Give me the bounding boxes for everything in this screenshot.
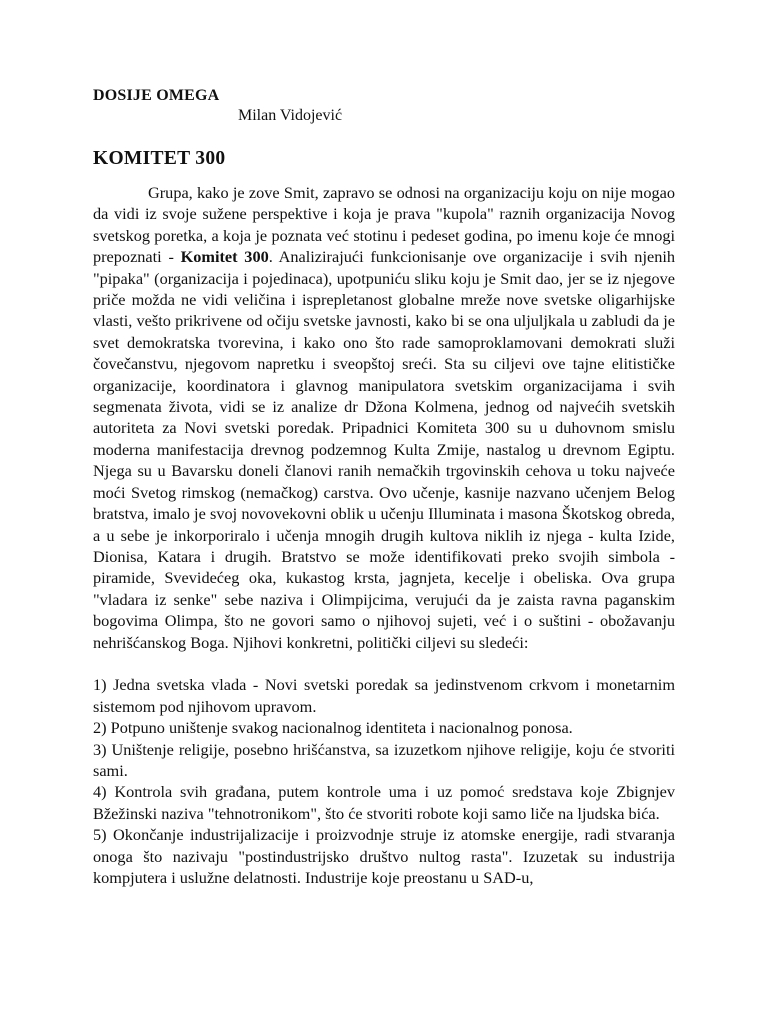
goal-item-1: 1) Jedna svetska vlada - Novi svetski poredak sa jedinstvenom crkvom i monetarnim sistemom pod njihovom upravom. (93, 675, 675, 716)
page-title: KOMITET 300 (93, 148, 226, 169)
document-header: DOSIJE OMEGA (93, 87, 220, 104)
intro-text-1: Grupa, kako je zove Smit, zapravo se odnosi na organizaciju koju on nije mogao da vidi iz svoje sužene perspektive i koja je prava "kupola" raznih organizacija Novog svetskog poretka, a koja je poznata već stotinu i pedeset godina, po imenu koje će mnogi prepoznati - (93, 183, 675, 267)
intro-text-2: . Analizirajući funkcionisanje ove organizacije i svih njenih "pipaka" (organizacija i pojedinaca), upotpuniću sliku koju je Smit dao, jer se iz njegove priče možda ne vidi veličina i isprepletanost globalne mreže nove svetske oligarhijske vlasti, vešto prikrivene od očiju svetske javnosti, kako bi se ona uljuljkala u zabludi da je svet demokratska tvorevina, i kako ono što rade samoproklamovani demokrati služi čovečanstvu, njegovom napretku i sveopštoj sreći. Sta su ciljevi ove tajne elitističke organizacije, koordinatora i glavnog manipulatora svetskim organizacijama i svih segmenata života, vidi se iz analize dr Džona Kolmena, jednog od najvećih svetskih autoriteta za Novi svetski poredak. Pripadnici Komiteta 300 su u duhovnom smislu moderna manifestacija drevnog podzemnog Kulta Zmije, nastalog u drevnom Egiptu. Njega su u Bavarsku doneli članovi ranih nemačkih trgovinskih cehova u toku najveće moći Svetog rimskog (nemačkog) carstva. Ovo učenje, kasnije nazvano učenjem Belog bratstva, imalo je svoj novovekovni oblik u učenju Illuminata i masona Škotskog obreda, a u sebe je inkorporiralo i učenja mnogih drugih kultova niklih iz njega - kulta Izide, Dionisa, Katara i drugih. Bratstvo se može identifikovati preko svojih simbola - piramide, Svevidećeg oka, kukastog krsta, jagnjeta, kecelje i obeliska. Ova grupa "vladara iz senke" sebe naziva i Olimpijcima, verujući da je zaista ravna paganskim bogovima Olimpa, što ne govori samo o njihovoj sujeti, već i o suštini - obožavanju nehrišćanskog Boga. Njihovi konkretni, politički ciljevi su sledeći: (93, 247, 675, 652)
goal-item-4: 4) Kontrola svih građana, putem kontrole uma i uz pomoć sredstava koje Zbignjev Bžežinski naziva "tehnotronikom", što će stvoriti robote koji samo liče na ljudska bića. (93, 782, 675, 823)
intro-bold-term: Komitet 300 (180, 247, 269, 267)
goal-item-5: 5) Okončanje industrijalizacije i proizvodnje struje iz atomske energije, radi stvaranja onoga što nazivaju "postindustrijsko društvo nultog rasta". Izuzetak su industrija kompjutera i uslužne delatnosti. Industrije koje preostanu u SAD-u, (93, 825, 675, 887)
goal-item-2: 2) Potpuno uništenje svakog nacionalnog identiteta i nacionalnog ponosa. (93, 718, 573, 738)
intro-paragraph (93, 182, 675, 653)
author-name: Milan Vidojević (238, 107, 343, 124)
paragraph-spacer (93, 653, 675, 674)
document-body (93, 182, 675, 888)
goal-item-3: 3) Uništenje religije, posebno hrišćanstva, sa izuzetkom njihove religije, koju će stvoriti sami. (93, 739, 675, 780)
